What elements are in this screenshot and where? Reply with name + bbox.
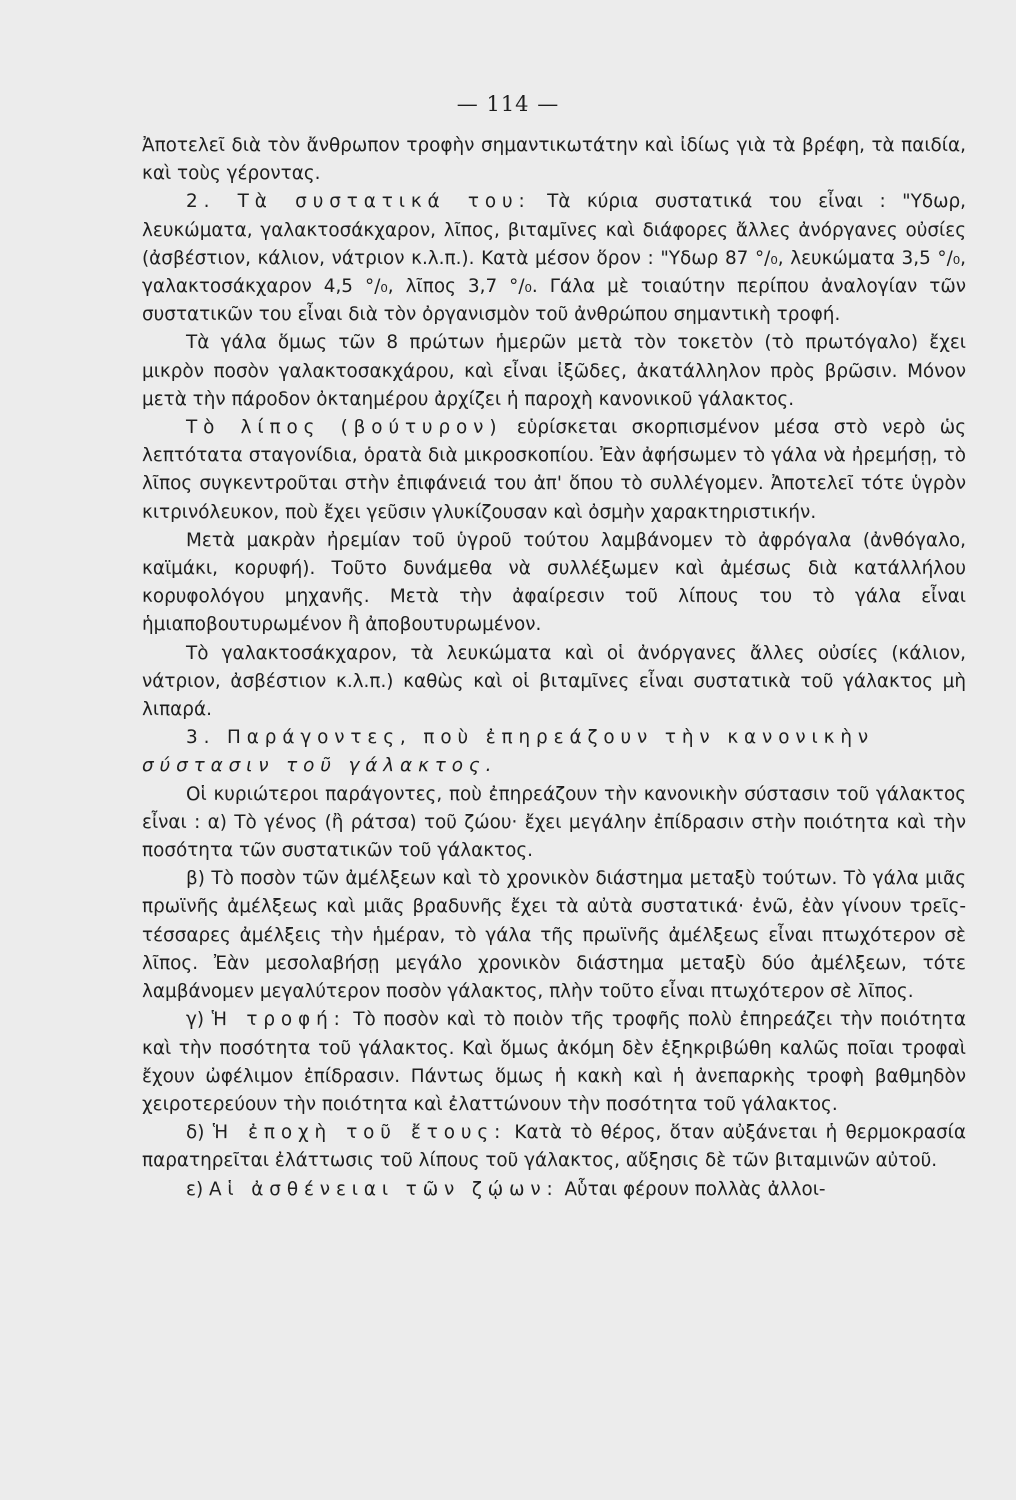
term-fat: Τὸ λίπος (βούτυρον) bbox=[186, 417, 503, 439]
item-marker-delta: δ) bbox=[186, 1122, 213, 1144]
paragraph-factors: Οἱ κυριώτεροι παράγοντες, ποὺ ἐπηρεάζουν τὴν κανονικὴν σύστασιν τοῦ γάλακτος εἶναι : α) Τὸ γένος (ἢ ράτσα) τοῦ ζώου· ἔχει μεγάλην ἐπίδρασιν στὴν ποιότητα καὶ τὴν ποσότητα τῶν συστατικῶν τοῦ γάλακτος. bbox=[142, 783, 966, 862]
paragraph-colostrum: Τὰ γάλα ὅμως τῶν 8 πρώτων ἡμερῶν μετὰ τὸν τοκετὸν (τὸ πρωτόγαλο) ἔχει μικρὸν ποσὸν γαλακτοσακχάρου, καὶ εἶναι ἰξῶδες, ἀκατάλληλον πρὸς βρῶσιν. Μόνον μετὰ τὴν πάροδον ὀκταημέρου ἀρχίζει ἡ παροχὴ κανονικοῦ γάλακτος. bbox=[142, 332, 966, 410]
term-diseases: Αἱ ἀσθένειαι τῶν ζῴων: bbox=[208, 1178, 559, 1200]
paragraph-season-body: Κατὰ τὸ θέρος, ὅταν αὐξάνεται ἡ θερμοκρασία παρατηρεῖται ἐλάττωσις τοῦ λίπους τοῦ γάλακτος, αὔξησις δὲ τῶν βιταμινῶν αὐτοῦ. bbox=[142, 1122, 966, 1172]
section-heading-constituents: 2. Τὰ συστατικά του: bbox=[186, 191, 531, 213]
term-feed: Ἡ τροφή: bbox=[211, 1009, 346, 1031]
paragraph-fat bbox=[142, 414, 966, 527]
paragraph-constituents bbox=[142, 188, 966, 329]
paragraph-feed bbox=[142, 1006, 966, 1119]
paragraph-non-fat: Τὸ γαλακτοσάκχαρον, τὰ λευκώματα καὶ οἱ ἀνόργανες ἄλλες οὐσίες (κάλιον, νάτριον, ἀσβέστιον κ.λ.π.) καθὼς καὶ οἱ βιταμῖνες εἶναι συστατικὰ τοῦ γάλακτος μὴ λιπαρά. bbox=[142, 642, 966, 721]
term-season: Ἡ ἐποχὴ τοῦ ἔτους: bbox=[212, 1122, 507, 1144]
item-marker-epsilon: ε) bbox=[186, 1178, 209, 1200]
section-heading-factors-line1: 3. Παράγοντες, ποὺ ἐπηρεάζουν τὴν κανονικὴν bbox=[186, 727, 875, 749]
paragraph-fat-body: εὑρίσκεται σκορπισμένον μέσα στὸ νερὸ ὡς λεπτότατα σταγονίδια, ὁρατὰ διὰ μικροσκοπίου. Ἐὰν ἀφήσωμεν τὸ γάλα νὰ ἠρεμήσῃ, τὸ λῖπος συγκεντροῦται στὴν ἐπιφάνειά του ἀπ' ὅπου τὸ συλλέγομεν. Ἀποτελεῖ τότε ὑγρὸν κιτρινόλευκον, ποὺ ἔχει γεῦσιν γλυκίζουσαν καὶ ὀσμὴν χαρακτηριστικήν. bbox=[142, 417, 966, 523]
paragraph-constituents-body: Τὰ κύρια συστατικά του εἶναι : "Υδωρ, λευκώματα, γαλακτοσάκχαρον, λῖπος, βιταμῖνες καὶ διάφορες ἄλλες ἀνόργανες οὐσίες (ἀσβέστιον, κάλιον, νάτριον κ.λ.π.). Κατὰ μέσον ὅρον : "Υδωρ 87 °/₀, λευκώματα 3,5 °/₀, γαλακτοσάκχαρον 4,5 °/₀, λῖπος 3,7 °/₀. Γάλα μὲ τοιαύτην περίπου ἀναλογίαν τῶν συστατικῶν του εἶναι διὰ τὸν ὀργανισμὸν τοῦ ἀνθρώπου σημαντικὴ τροφή. bbox=[142, 191, 966, 326]
page-number: — 114 — bbox=[456, 92, 560, 116]
paragraph-diseases bbox=[142, 1176, 966, 1204]
paragraph-intro: Ἀποτελεῖ διὰ τὸν ἄνθρωπον τροφὴν σημαντικωτάτην καὶ ἰδίως γιὰ τὰ βρέφη, τὰ παιδία, καὶ τοὺς γέροντας. bbox=[142, 135, 966, 185]
item-marker-gamma: γ) bbox=[186, 1009, 212, 1031]
paragraph-diseases-body: Αὗται φέρουν πολλὰς ἀλλοι- bbox=[558, 1178, 826, 1200]
paragraph-feed-body: Τὸ ποσὸν καὶ τὸ ποιὸν τῆς τροφῆς πολὺ ἐπηρεάζει τὴν ποιότητα καὶ τὴν ποσότητα τοῦ γάλακτος. Καὶ ὅμως ἀκόμη δὲν ἐξηκριβώθη καλῶς ποῖαι τροφαὶ ἔχουν ὠφέλιμον ἐπίδρασιν. Πάντως ὅμως ἡ κακὴ καὶ ἡ ἀνεπαρκὴς τροφὴ βαθμηδὸν χειροτερεύουν τὴν ποιότητα καὶ ἐλαττώνουν τὴν ποσότητα τοῦ γάλακτος. bbox=[142, 1009, 967, 1115]
section-heading-factors-line2: σύστασιν τοῦ γάλακτος. bbox=[142, 755, 498, 777]
paragraph-season bbox=[142, 1119, 966, 1175]
paragraph-cream: Μετὰ μακρὰν ἠρεμίαν τοῦ ὑγροῦ τούτου λαμβάνομεν τὸ ἀφρόγαλα (ἀνθόγαλο, καϊμάκι, κορυφή). Τοῦτο δυνάμεθα νὰ συλλέξωμεν καὶ ἀμέσως διὰ κατάλλήλου κορυφολόγου μηχανῆς. Μετὰ τὴν ἀφαίρεσιν τοῦ λίπους του τὸ γάλα εἶναι ἡμιαποβουτυρωμένον ἢ ἀποβουτυρωμένον. bbox=[142, 529, 966, 636]
paragraph-milkings: β) Τὸ ποσὸν τῶν ἀμέλξεων καὶ τὸ χρονικὸν διάστημα μεταξὺ τούτων. Τὸ γάλα μιᾶς πρωϊνῆς ἀμέλξεως καὶ μιᾶς βραδυνῆς ἔχει τὰ αὐτὰ συστατικά· ἐνῶ, ἐὰν γίνουν τρεῖς-τέσσαρες ἀμέλξεις τὴν ἡμέραν, τὸ γάλα τῆς πρωϊνῆς ἀμέλξεως εἶναι πτωχότερον σὲ λῖπος. Ἐὰν μεσολαβήσῃ μεγάλο χρονικὸν διάστημα μεταξὺ δύο ἀμέλξεων, τότε λαμβάνομεν μεγαλύτερον ποσὸν γάλακτος, πλὴν τοῦτο εἶναι πτωχότερον σὲ λῖπος. bbox=[142, 868, 966, 1003]
body-text bbox=[142, 132, 966, 1204]
